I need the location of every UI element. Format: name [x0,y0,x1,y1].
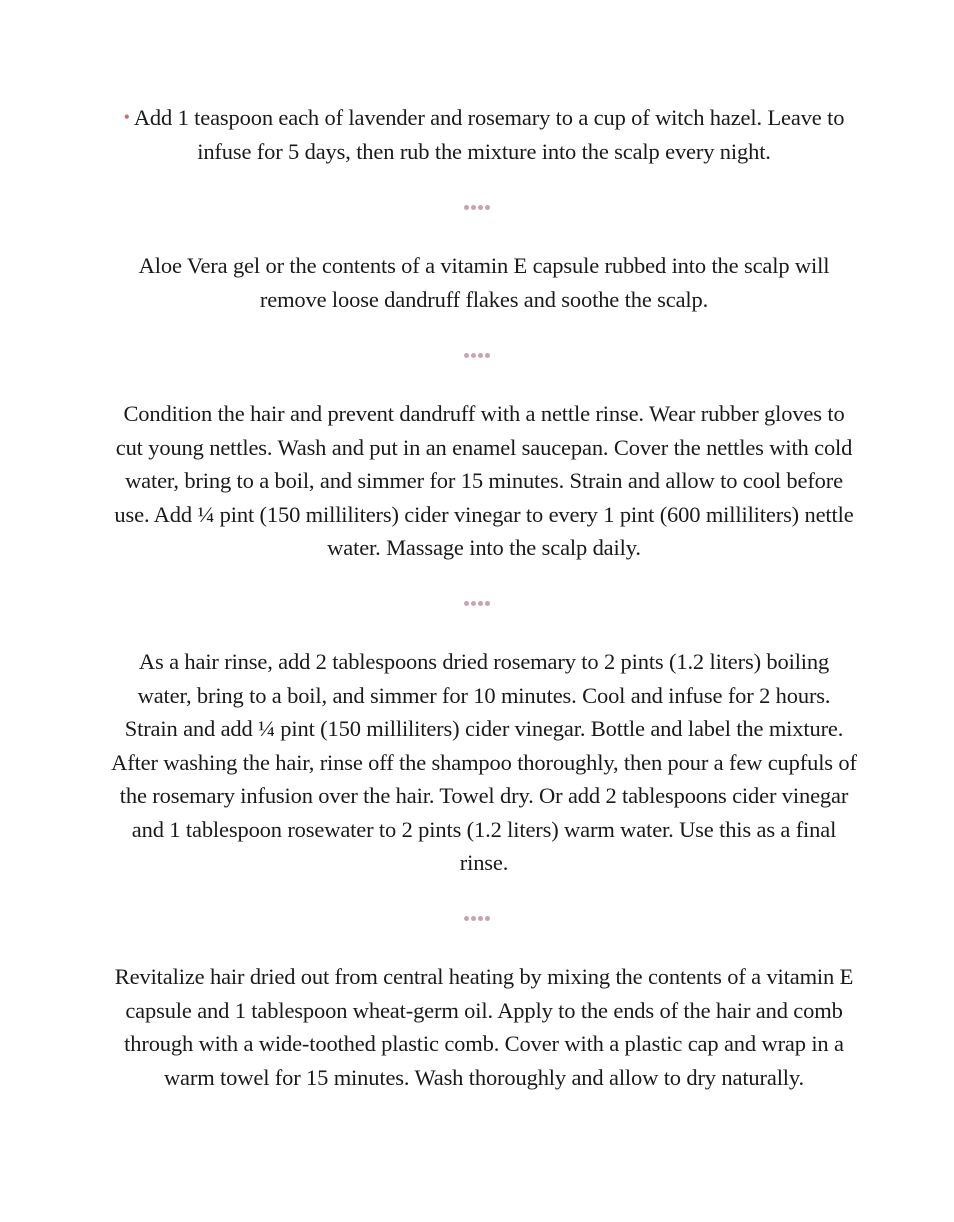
separator-dot [478,601,483,606]
separator-dot [485,205,490,210]
separator-dot [478,205,483,210]
dot-separator [0,353,954,365]
separator-dot [464,205,469,210]
paragraph-text: Add 1 teaspoon each of lavender and rosemary to a cup of witch hazel. Leave to infuse for 5 days, then rub the mixture into the scalp every night. [133,105,845,164]
remedy-paragraph-lavender-rosemary [110,101,858,168]
dot-separator [0,205,954,217]
remedy-paragraph-aloe-vera: Aloe Vera gel or the contents of a vitamin E capsule rubbed into the scalp will remove loose dandruff flakes and soothe the scalp. [138,253,830,312]
remedy-paragraph-nettle-rinse: Condition the hair and prevent dandruff with a nettle rinse. Wear rubber gloves to cut young nettles. Wash and put in an enamel saucepan. Cover the nettles with cold water, bring to a boil, and simmer for 15 minutes. Strain and allow to cool before use. Add ¼ pint (150 milliliters) cider vinegar to every 1 pint (600 milliliters) nettle water. Massage into the scalp daily. [114,401,854,560]
separator-dot [485,916,490,921]
separator-dot [471,601,476,606]
separator-dot [485,353,490,358]
separator-dot [471,205,476,210]
separator-dot [471,916,476,921]
dot-separator [0,601,954,613]
remedy-paragraph-rosemary-rinse: As a hair rinse, add 2 tablespoons dried rosemary to 2 pints (1.2 liters) boiling water, bring to a boil, and simmer for 10 minutes. Cool and infuse for 2 hours. Strain and add ¼ pint (150 milliliters) cider vinegar. Bottle and label the mixture. After washing the hair, rinse off the shampoo thoroughly, then pour a few cupfuls of the rosemary infusion over the hair. Towel dry. Or add 2 tablespoons cider vinegar and 1 tablespoon rosewater to 2 pints (1.2 liters) warm water. Use this as a final rinse. [111,649,857,875]
dot-separator [0,916,954,928]
separator-dot [471,353,476,358]
separator-dot [464,353,469,358]
separator-dot [478,353,483,358]
separator-dot [464,916,469,921]
separator-dot [485,601,490,606]
separator-dot [464,601,469,606]
remedy-paragraph-vitamin-e: Revitalize hair dried out from central heating by mixing the contents of a vitamin E capsule and 1 tablespoon wheat-germ oil. Apply to the ends of the hair and comb through with a wide-toothed plastic comb. Cover with a plastic cap and wrap in a warm towel for 15 minutes. Wash thoroughly and allow to dry naturally. [114,964,854,1090]
separator-dot [478,916,483,921]
bullet-icon: • [123,107,130,127]
